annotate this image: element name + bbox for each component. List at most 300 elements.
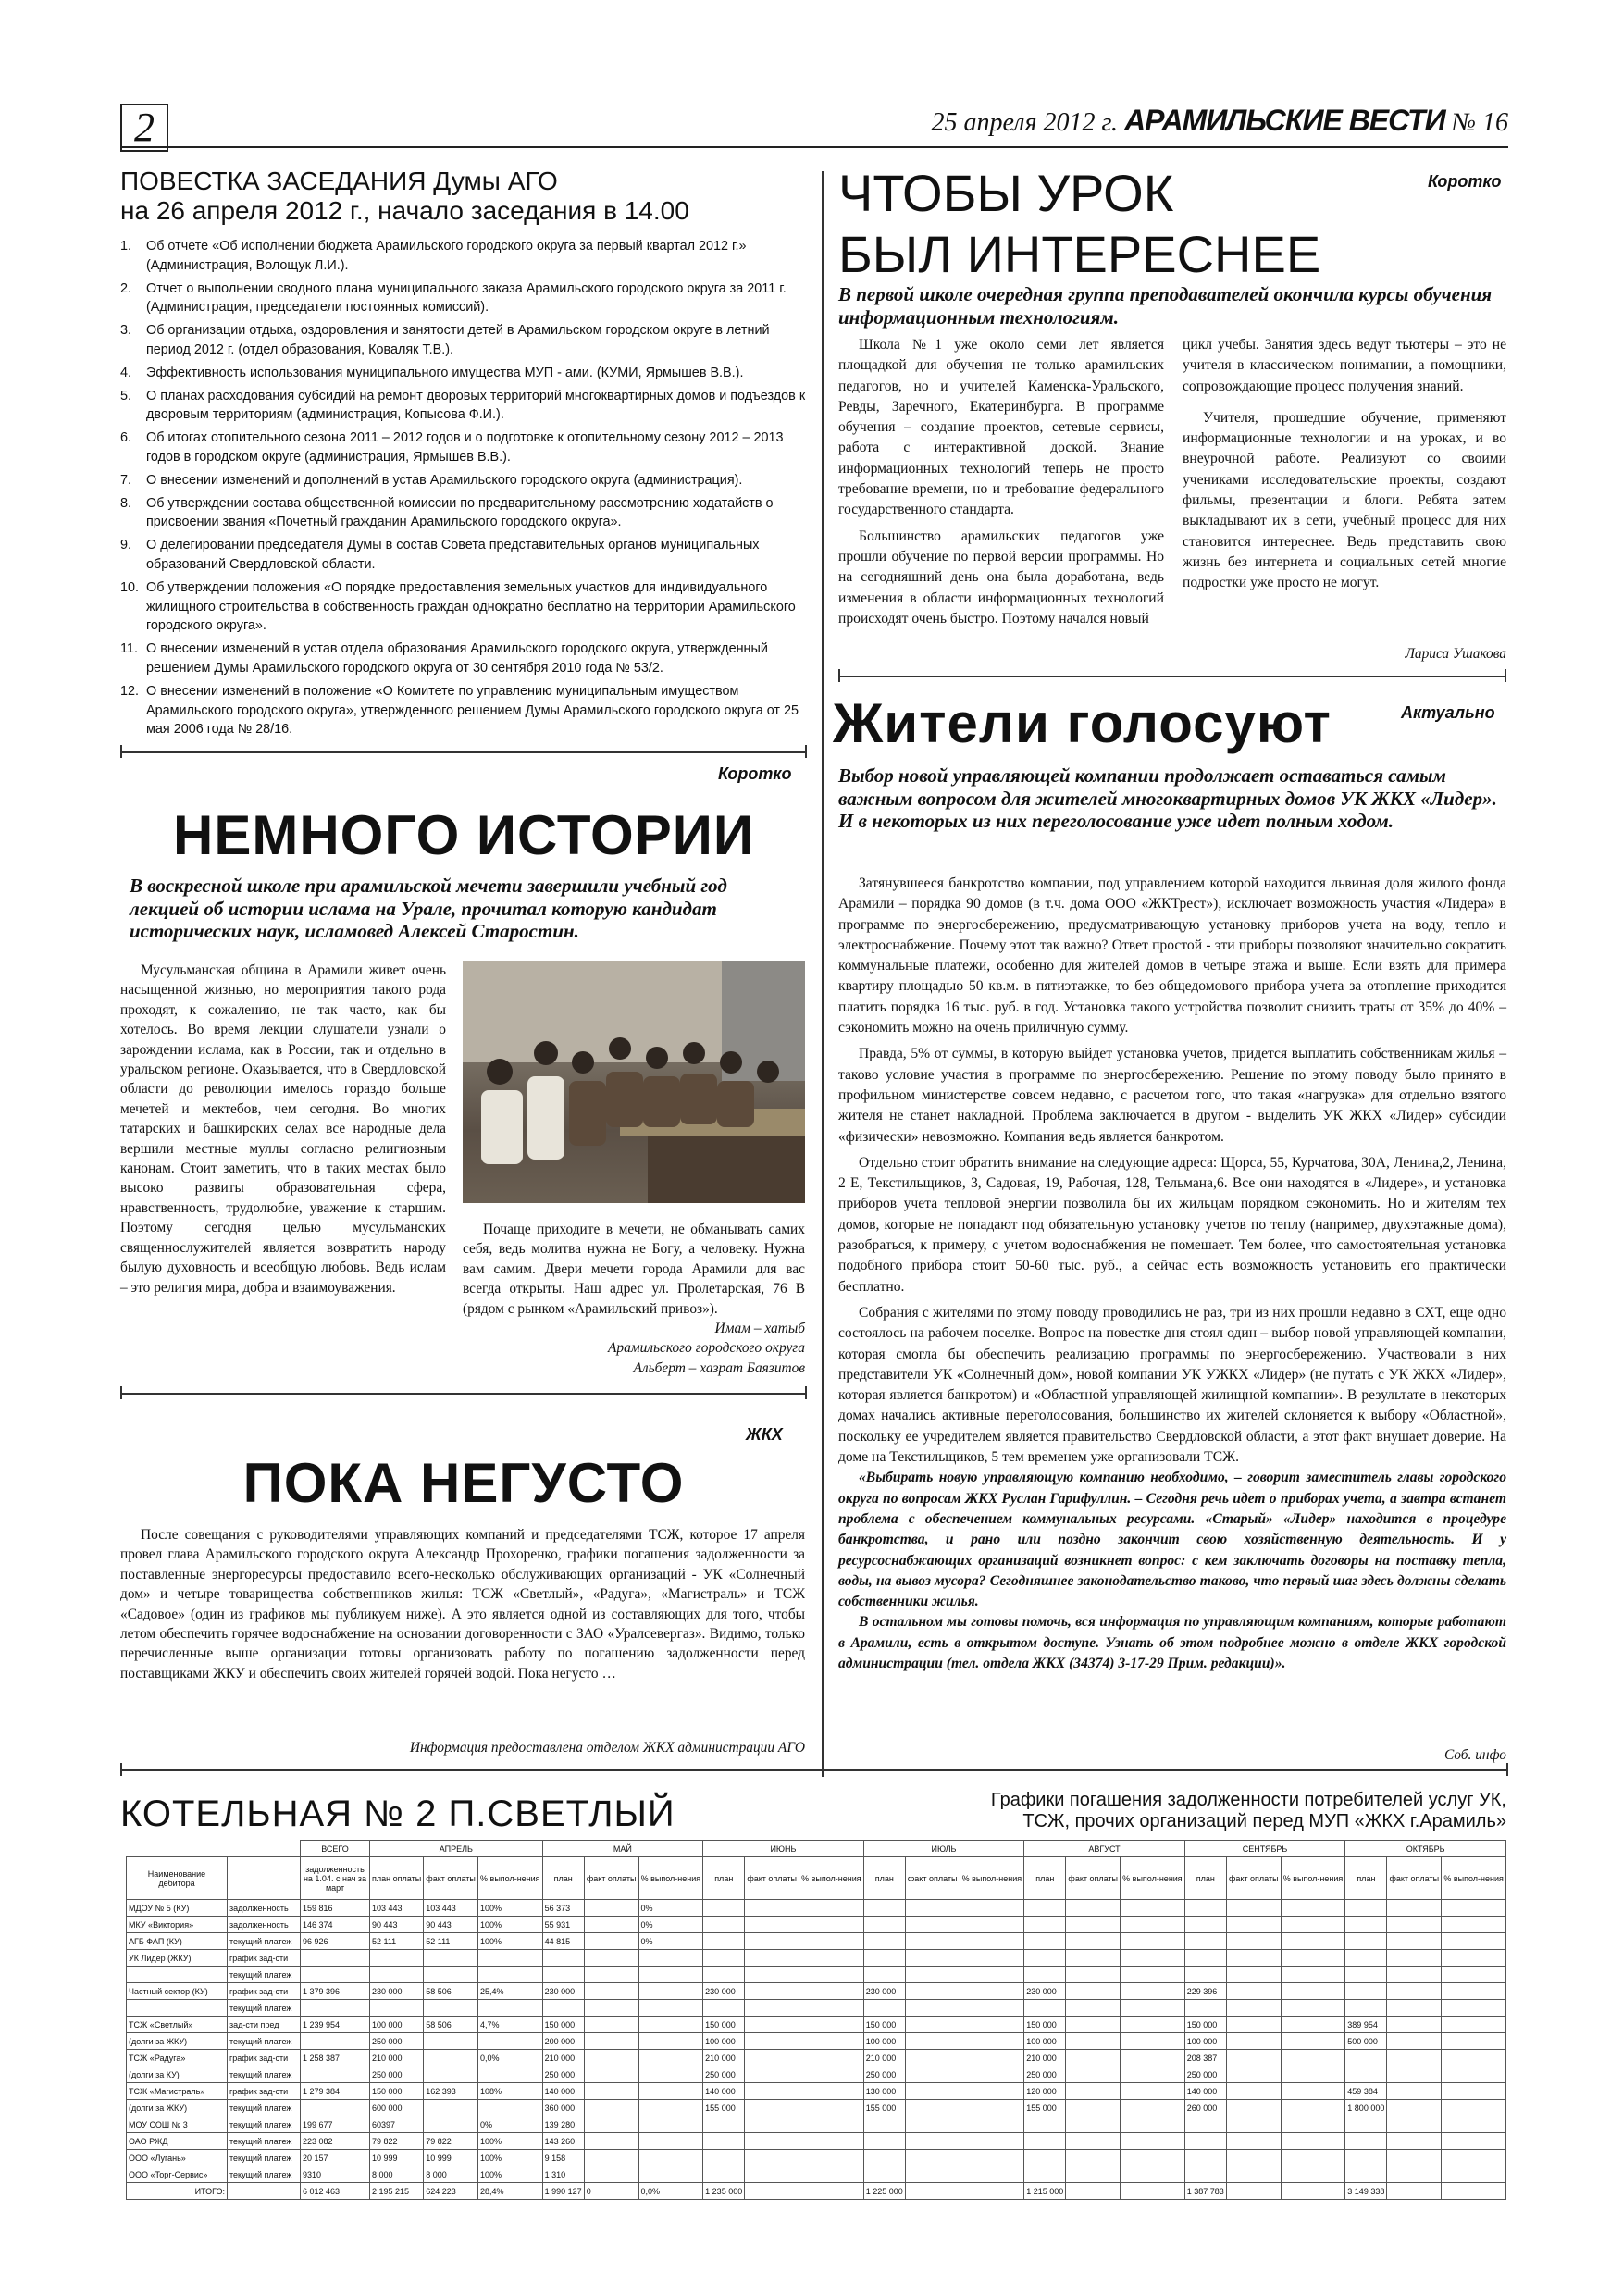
table-cell (1281, 1933, 1345, 1950)
column-header: план (542, 1857, 584, 1900)
table-cell: 20 157 (301, 2150, 370, 2166)
table-cell (1345, 2133, 1387, 2150)
table-cell (1281, 1983, 1345, 2000)
table-cell (1226, 2150, 1281, 2166)
table-cell (1121, 2050, 1185, 2066)
rubric-label: ЖКХ (746, 1425, 783, 1444)
debtor-name: МОУ СОШ № 3 (127, 2116, 228, 2133)
table-cell (905, 2083, 960, 2100)
table-cell (960, 2033, 1024, 2050)
table-cell (1281, 2000, 1345, 2017)
table-cell (905, 2100, 960, 2116)
table-cell (1024, 1950, 1066, 1967)
table-row (127, 1983, 1506, 2000)
table-cell (1024, 2116, 1066, 2133)
table-cell (584, 2083, 638, 2100)
table-cell (1281, 2150, 1345, 2166)
table-cell: 1 379 396 (301, 1983, 370, 2000)
table-cell (1387, 1933, 1442, 1950)
table-cell (745, 2100, 799, 2116)
debtor-name: ОАО РЖД (127, 2133, 228, 2150)
table-cell: 459 384 (1345, 2083, 1387, 2100)
table-cell (745, 2116, 799, 2133)
column-header: факт оплаты (1226, 1857, 1281, 1900)
table-cell (584, 1983, 638, 2000)
table-cell (1024, 2150, 1066, 2166)
table-cell (1066, 2150, 1121, 2166)
column-header: факт оплаты (424, 1857, 478, 1900)
table-cell (1442, 2017, 1506, 2033)
table-cell (1442, 2150, 1506, 2166)
column-header: % выпол-нения (960, 1857, 1024, 1900)
column-header: факт оплаты (1066, 1857, 1121, 1900)
table-cell (745, 2050, 799, 2066)
table-cell (584, 2017, 638, 2033)
debtor-name (127, 1967, 228, 1983)
column-header: % выпол-нения (1121, 1857, 1185, 1900)
table-cell (477, 1950, 542, 1967)
debtor-name: ТСЖ «Светлый» (127, 2017, 228, 2033)
table-cell (424, 1950, 478, 1967)
table-cell (905, 1950, 960, 1967)
table-cell: 1 225 000 (863, 2183, 905, 2200)
table-cell (1066, 1967, 1121, 1983)
table-cell (703, 2116, 745, 2133)
table-cell (905, 2166, 960, 2183)
debtor-name: (долги за КУ) (127, 2066, 228, 2083)
table-cell (424, 2000, 478, 2017)
divider-tick (120, 1386, 122, 1399)
table-cell: 210 000 (703, 2050, 745, 2066)
table-cell: 1 258 387 (301, 2050, 370, 2066)
table-cell (1387, 2116, 1442, 2133)
article-author: Лариса Ушакова (1405, 646, 1506, 662)
table-cell (1442, 2050, 1506, 2066)
divider-tick (838, 669, 840, 682)
table-cell (1024, 1900, 1066, 1917)
article-source: Информация предоставлена отделом ЖКХ администрации АГО (409, 1740, 805, 1756)
table-cell: 140 000 (703, 2083, 745, 2100)
table-cell: 0% (477, 2116, 542, 2133)
table-cell (905, 1900, 960, 1917)
table-cell (1066, 2116, 1121, 2133)
table-row (127, 2183, 1506, 2200)
table-cell (638, 1950, 703, 1967)
table-cell (1345, 1933, 1387, 1950)
table-cell: 223 082 (301, 2133, 370, 2150)
table-cell: 10 999 (424, 2150, 478, 2166)
table-cell (1442, 2000, 1506, 2017)
list-item: 12. О внесении изменений в положение «О Комитете по управлению муниципальным имуществом Арамильского городского округа», утвержденного решением Думы Арамильского городского округа от 25 мая 2006 года № 28/16. (120, 683, 799, 738)
table-cell (905, 2017, 960, 2033)
table-cell (960, 1967, 1024, 1983)
table-cell (1281, 2017, 1345, 2033)
table-cell (1066, 2033, 1121, 2050)
table-cell (703, 1917, 745, 1933)
table-cell (745, 2017, 799, 2033)
table-cell (1066, 2133, 1121, 2150)
table-cell (905, 2150, 960, 2166)
table-cell: 108% (477, 2083, 542, 2100)
table-cell: 100% (477, 2150, 542, 2166)
table-cell: 0% (638, 1917, 703, 1933)
table-row (127, 1967, 1506, 1983)
divider-tick (120, 745, 122, 758)
list-item: 4. Эффективность использования муниципального имущества МУП - ами. (КУМИ, Ярмышев В.В.). (120, 365, 744, 380)
table-cell (905, 1967, 960, 1983)
table-cell (1281, 1917, 1345, 1933)
table-cell (745, 1933, 799, 1950)
table-cell: 58 506 (424, 2017, 478, 2033)
list-item: 10. Об утверждении положения «О порядке предоставления земельных участков для индивидуального жилищного строительства в собственность граждан однократно бесплатно на территории Арамильского городского округа». (120, 579, 796, 634)
table-cell (301, 2033, 370, 2050)
table-cell (745, 1950, 799, 1967)
table-cell (1184, 2166, 1226, 2183)
table-cell (638, 2116, 703, 2133)
article-signature: Имам – хатыб Арамильского городского округа Альберт – хазрат Баязитов (608, 1321, 805, 1376)
table-cell (1281, 2050, 1345, 2066)
table-cell (1387, 2033, 1442, 2050)
table-cell: 199 677 (301, 2116, 370, 2133)
table-cell (1024, 2166, 1066, 2183)
table-cell: 210 000 (1024, 2050, 1066, 2066)
table-cell (584, 2066, 638, 2083)
table-cell: 44 815 (542, 1933, 584, 1950)
table-cell (745, 2133, 799, 2150)
table-cell (638, 2000, 703, 2017)
payment-type: текущий платеж (228, 2066, 301, 2083)
table-cell (584, 1933, 638, 1950)
table-cell (905, 1917, 960, 1933)
table-body (127, 1900, 1506, 2200)
table-cell: 1 215 000 (1024, 2183, 1066, 2200)
list-item: 11. О внесении изменений в устав отдела образования Арамильского городского округа, утвержденный решением Думы Арамильского городского округа от 30 сентября 2010 года № 53/2. (120, 641, 768, 676)
list-item: 1. Об отчете «Об исполнении бюджета Арамильского городского округа за первый квартал 2012 г.» (Администрация, Волощук Л.И.). (120, 239, 747, 273)
table-cell (863, 2116, 905, 2133)
table-cell: 55 931 (542, 1917, 584, 1933)
table-cell (1024, 1917, 1066, 1933)
table-cell (1345, 2150, 1387, 2166)
table-cell (799, 1933, 864, 1950)
table-cell (1345, 1917, 1387, 1933)
agenda-title (120, 167, 805, 226)
table-cell: 250 000 (863, 2066, 905, 2083)
table-cell (301, 2000, 370, 2017)
table-cell (960, 1917, 1024, 1933)
table-cell: 140 000 (1184, 2083, 1226, 2100)
table-cell (638, 2066, 703, 2083)
table-cell (638, 2033, 703, 2050)
table-row (127, 2033, 1506, 2050)
table-row (127, 2150, 1506, 2166)
table-cell (477, 2066, 542, 2083)
table-cell (799, 2050, 864, 2066)
table-cell (1066, 1983, 1121, 2000)
table-cell (745, 1917, 799, 1933)
table-cell (370, 1967, 424, 1983)
table-cell: 10 999 (370, 2150, 424, 2166)
table-cell (1121, 2116, 1185, 2133)
table-cell: 230 000 (863, 1983, 905, 2000)
table-cell (1184, 2133, 1226, 2150)
table-cell: 1 239 954 (301, 2017, 370, 2033)
column-header: план (703, 1857, 745, 1900)
table-cell (960, 2083, 1024, 2100)
payment-type: текущий платеж (228, 2166, 301, 2183)
table-cell (301, 2066, 370, 2083)
table-cell (1226, 2066, 1281, 2083)
table-cell (1226, 2017, 1281, 2033)
article-title: НЕМНОГО ИСТОРИИ (173, 804, 754, 866)
table-cell (477, 2000, 542, 2017)
column-header: Наименование дебитора (127, 1857, 228, 1900)
debtor-name: ООО «Торг-Сервис» (127, 2166, 228, 2183)
table-header-row (127, 1841, 1506, 1857)
table-cell (638, 2017, 703, 2033)
table-cell: 229 396 (1184, 1983, 1226, 2000)
table-cell (542, 1950, 584, 1967)
table-cell (1387, 2150, 1442, 2166)
table-cell: 143 260 (542, 2133, 584, 2150)
table-cell (1121, 1900, 1185, 1917)
table-cell (1066, 1900, 1121, 1917)
table-cell (1387, 2166, 1442, 2183)
payment-type: текущий платеж (228, 2133, 301, 2150)
table-cell: 360 000 (542, 2100, 584, 2116)
table-cell (745, 2083, 799, 2100)
debtor-name: ООО «Лугань» (127, 2150, 228, 2166)
column-header: % выпол-нения (638, 1857, 703, 1900)
table-cell (1066, 2183, 1121, 2200)
table-cell (745, 2033, 799, 2050)
table-cell (1226, 1950, 1281, 1967)
payment-type: текущий платеж (228, 2033, 301, 2050)
table-cell (799, 2066, 864, 2083)
table-cell (424, 2033, 478, 2050)
table-cell (1387, 2066, 1442, 2083)
table-cell (424, 2066, 478, 2083)
table-cell (703, 2133, 745, 2150)
table-cell (905, 2183, 960, 2200)
issue-number: № 16 (1451, 108, 1508, 137)
table-cell: 150 000 (370, 2083, 424, 2100)
table-cell (1066, 2017, 1121, 2033)
table-cell (584, 1917, 638, 1933)
table-cell: 100 000 (370, 2017, 424, 2033)
table-cell (1345, 2066, 1387, 2083)
table-cell: 200 000 (542, 2033, 584, 2050)
table-cell (1066, 2100, 1121, 2116)
table-cell (1442, 2133, 1506, 2150)
table-cell (1121, 2066, 1185, 2083)
table-cell (1442, 2066, 1506, 2083)
table-cell: 1 310 (542, 2166, 584, 2183)
table-cell (1387, 1967, 1442, 1983)
table-cell (584, 2100, 638, 2116)
table-cell (1281, 2183, 1345, 2200)
article-lede: Выбор новой управляющей компании продолжает оставаться самым важным вопросом для жителей многоквартирных домов УК ЖКХ «Лидер». И в некоторых из них переголосование уже идет полным ходом. (838, 764, 1497, 832)
table-cell (960, 2017, 1024, 2033)
divider-tick (805, 745, 807, 758)
table-cell: 2 195 215 (370, 2183, 424, 2200)
table-cell (1442, 2116, 1506, 2133)
table-cell: 250 000 (370, 2033, 424, 2050)
table-cell (863, 2133, 905, 2150)
table-cell (960, 2050, 1024, 2066)
table-cell (745, 1967, 799, 1983)
table-cell: 9 158 (542, 2150, 584, 2166)
column-header: план (863, 1857, 905, 1900)
table-cell (1442, 1950, 1506, 1967)
table-cell (1226, 2033, 1281, 2050)
table-cell (584, 2116, 638, 2133)
list-item: 9. О делегировании председателя Думы в состав Совета представительных органов муниципальных образований Свердловской области. (120, 538, 760, 572)
table-cell: 90 443 (370, 1917, 424, 1933)
table-cell (799, 2133, 864, 2150)
table-cell (960, 1983, 1024, 2000)
table-row (127, 1900, 1506, 1917)
divider-tick (805, 1386, 807, 1399)
table-cell: 100% (477, 1933, 542, 1950)
table-cell (1281, 2083, 1345, 2100)
column-header: план оплаты (370, 1857, 424, 1900)
divider (838, 676, 1506, 677)
divider-tick (1506, 1763, 1508, 1776)
table-cell (1226, 2133, 1281, 2150)
table-cell (1281, 1900, 1345, 1917)
table-cell (542, 1967, 584, 1983)
table-cell (703, 1967, 745, 1983)
table-cell: 120 000 (1024, 2083, 1066, 2100)
table-cell: 25,4% (477, 1983, 542, 2000)
table-cell: 624 223 (424, 2183, 478, 2200)
table-row (127, 1917, 1506, 1933)
article-column: Школа №1 уже около семи лет является площадкой для обучения не только арамильских педагогов, но и учителей Каменска-Уральского, Ревды, Заречного, Екатеринбурга. В программе обучения – создание проектов, сетевые сервисы, работа с интерактивной доской. Знание информационных технологий теперь не просто требование времени, но и требование федерального государственного стандарта. Большинство арамильских педагогов уже прошли обучение по первой версии программы. Но на сегодняшний день она была доработана, ведь изменения в области информационных технологий происходят очень быстро. Поэтому начался новый (838, 337, 1164, 627)
table-cell (638, 2100, 703, 2116)
table-cell (703, 2000, 745, 2017)
table-cell (1226, 1967, 1281, 1983)
article-body: Почаще приходите в мечети, не обманывать самих себя, ведь молитва нужна не Богу, а человеку. Нужна вам самим. Двери мечети города Арамили для вас всегда открыты. Наш адрес ул. Пролетарская, 76 В (рядом с рынком «Арамильский привоз»). (463, 1222, 805, 1317)
table-cell: 90 443 (424, 1917, 478, 1933)
table-cell: 52 111 (370, 1933, 424, 1950)
table-cell (477, 2100, 542, 2116)
table-cell (424, 2050, 478, 2066)
table-cell (1024, 1933, 1066, 1950)
divider-tick (120, 1763, 122, 1776)
payment-type: задолженность (228, 1917, 301, 1933)
table-row (127, 1933, 1506, 1950)
table-cell (1387, 2100, 1442, 2116)
table-cell: 100% (477, 1900, 542, 1917)
table-cell (1066, 2000, 1121, 2017)
table-cell (1226, 2116, 1281, 2133)
table-cell (905, 1983, 960, 2000)
table-cell (1121, 2033, 1185, 2050)
table-cell: 58 506 (424, 1983, 478, 2000)
table-subtitle: Графики погашения задолженности потребителей услуг УК, ТСЖ, прочих организаций перед МУП «ЖКХ г.Арамиль» (990, 1790, 1506, 1831)
table-cell (703, 1933, 745, 1950)
table-cell (1345, 2050, 1387, 2066)
table-cell (1226, 2050, 1281, 2066)
table-cell (745, 2183, 799, 2200)
table-cell (1226, 2166, 1281, 2183)
table-cell (1442, 1900, 1506, 1917)
table-cell (1345, 1950, 1387, 1967)
payment-type: текущий платеж (228, 1967, 301, 1983)
table-cell (960, 2166, 1024, 2183)
rubric-label: Коротко (1428, 172, 1502, 191)
table-cell: 150 000 (1024, 2017, 1066, 2033)
table-cell: 150 000 (542, 2017, 584, 2033)
table-cell (960, 2183, 1024, 2200)
table-cell: 60397 (370, 2116, 424, 2133)
table-cell (584, 1900, 638, 1917)
debtor-name: Частный сектор (КУ) (127, 1983, 228, 2000)
column-header: % выпол-нения (1281, 1857, 1345, 1900)
table-cell (905, 2116, 960, 2133)
article-body: Затянувшееся банкротство компании, под управлением которой находится львиная доля жилого фонда Арамили – порядка 90 домов (в т.ч. дома ООО «ЖКТрест»), исключает возможность участия «Лидера» в программе по энергосбережению, предусматривающую установку приборов учета на воду, тепло и электроснабжение. Почему этот так важно? Ответ простой - эти приборы позволяют значительно сократить коммунальные платежи, особенно для жителей домов в четыре этажа и выше. Если взять для примера квартиру площадью 50 кв.м. в пятиэтажке, то без общедомового прибора учета за отопление приходится платить порядка 16 тыс. руб. в год. Установка такого устройства позволит снизить траты от 35% до 40% – сэкономить можно на очень приличную сумму. Правда, 5% от суммы, в которую выйдет установка учетов, придется выплатить собственникам жилья – таково условие участия в программе по энергосбережению. Решение по этому поводу было принято в профильном министерстве совсем недавно, с расчетом того, что такая «нагрузка» для отдельно взятого жителя не станет накладной. Проблема заключается в другом - выделить УК ЖКХ «Лидер» субсидии «физически» невозможно. Компания ведь является банкротом. Отдельно стоит обратить внимание на следующие адреса: Щорса, 55, Курчатова, 30А, Ленина,2, Ленина, 2 Е, Текстильщиков, 3, Садовая, 19, Рабочая, 128, Тельмана,6. Все они находятся в «Лидере», и установка приборов учета тепловой энергии позволила бы их жильцам порядком сэкономить. Но и жителям тех домов, которые не попадают под обязательную установку учетов по теплу (например, двухэтажные дома), разобраться, к примеру, с учетом водоснабжения не помешает. Тем более, что самостоятельная установка подобного прибора стоит 50-60 тыс. руб., а сейчас есть возможность установить его практически бесплатно. Собрания с жителями по этому поводу проводились не раз, три из них прошли недавно в СХТ, еще одно состоялось на рабочем поселке. Вопрос на повестке дня стоял один – выбор новой управляющей компании, которая смогла бы обеспечить реализацию программы по энергосбережению. Участвовали в них представители УК «Солнечный дом», новой компании УК УЖКХ «Лидер» (не путать с УК ЖКХ «Лидер», которая является банкротом) и «Областной управляющей жилищной компании». В результате в некоторых домах начались активные переголосования, большинство их жителей склоняется к выбору «Областной», поскольку ее учредителем является правительство Свердловской области, а этот факт внушает доверие. На доме на Текстильщиков, 5 тем временем уже организовали ТСЖ. «Выбирать новую управляющую компанию необходимо, – говорит заместитель главы городского округа по вопросам ЖКХ Руслан Гарифуллин. – Сегодня речь идет о приборах учета, а завтра встанет проблема с обеспечением коммунальных ресурсами. «Старый» «Лидер» находится в процедуре банкротства, и рано или поздно закончит свою хозяйственную деятельность. И у ресурсоснабжающих организаций возникнет вопрос: с кем заключать договоры на поставку тепла, воды, на вывоз мусора? Сегодняшнее законодательство таково, что первый шаг здесь должны сделать собственники жилья. В остальном мы готовы помочь, вся информация по управляющим компаниям, которые работают в Арамили, есть в открытом доступе. Узнать об этом подробнее можно в отделе ЖКХ городской администрации (тел. отдела ЖКХ (34374) 3-17-29 Прим. редакции)». (838, 875, 1506, 1671)
table-cell: 230 000 (370, 1983, 424, 2000)
table-cell: 210 000 (863, 2050, 905, 2066)
table-cell: 100% (477, 2133, 542, 2150)
table-cell (1226, 1917, 1281, 1933)
table-cell (1345, 2166, 1387, 2183)
table-cell: 250 000 (1184, 2066, 1226, 2083)
table-cell: 250 000 (1024, 2066, 1066, 2083)
payment-type: график зад-сти (228, 2050, 301, 2066)
table-cell (301, 1967, 370, 1983)
table-cell: 100% (477, 2166, 542, 2183)
table-cell (1387, 1917, 1442, 1933)
table-cell (1066, 2083, 1121, 2100)
divider (120, 1769, 1508, 1771)
table-cell (1226, 2083, 1281, 2100)
table-cell (1184, 1967, 1226, 1983)
article-column: цикл учебы. Занятия здесь ведут тьютеры – это не учителя в классическом понимании, а помощники, сопровождающие процесс получения знаний. Учителя, прошедшие обучение, применяют информационные технологии и на уроках, и во внеурочной работе. Реализуют со своими учениками исследовательские проекты, создают фильмы, презентации и блоги. Ребята затем выкладывают их в сети, учебный процесс для них становится интереснее. Ведь представить свою жизнь без интернета и социальных сетей многие подростки уже просто не могут. (1183, 337, 1506, 591)
table-row (127, 2116, 1506, 2133)
table-cell (1121, 1967, 1185, 1983)
table-cell (1024, 2133, 1066, 2150)
payment-type: текущий платеж (228, 2100, 301, 2116)
table-cell (863, 1900, 905, 1917)
debtor-name: МКУ «Виктория» (127, 1917, 228, 1933)
column-header: факт оплаты (1387, 1857, 1442, 1900)
payment-type: график зад-сти (228, 1950, 301, 1967)
table-cell: 250 000 (370, 2066, 424, 2083)
table-cell: 600 000 (370, 2100, 424, 2116)
column-header: план (1184, 1857, 1226, 1900)
table-cell (799, 2033, 864, 2050)
table-cell: 1 800 000 (1345, 2100, 1387, 2116)
table-cell (638, 2083, 703, 2100)
table-cell (960, 1900, 1024, 1917)
payment-type (228, 2183, 301, 2200)
month-header: ИЮНЬ (703, 1841, 864, 1857)
table-cell: 4,7% (477, 2017, 542, 2033)
table-cell (1121, 2150, 1185, 2166)
table-cell: 159 816 (301, 1900, 370, 1917)
table-cell (477, 2033, 542, 2050)
table-cell (301, 1950, 370, 1967)
table-cell (1226, 1900, 1281, 1917)
debtor-name: ИТОГО: (127, 2183, 228, 2200)
table-row (127, 1950, 1506, 1967)
table-cell: 150 000 (703, 2017, 745, 2033)
payment-type: текущий платеж (228, 1933, 301, 1950)
month-header: АВГУСТ (1024, 1841, 1185, 1857)
table-title: КОТЕЛЬНАЯ № 2 П.СВЕТЛЫЙ (120, 1793, 675, 1834)
table-cell: 150 000 (863, 2017, 905, 2033)
